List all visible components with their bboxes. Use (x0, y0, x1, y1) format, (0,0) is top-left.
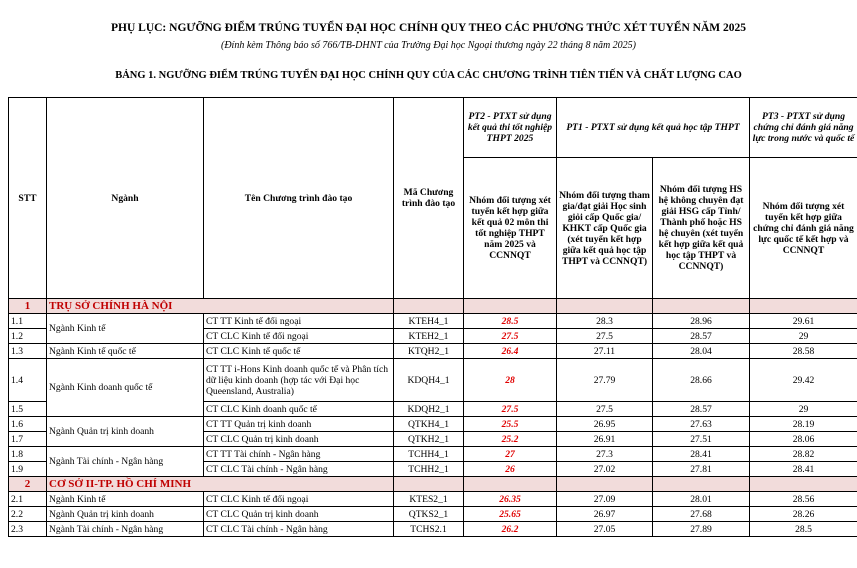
cell-pt3: 29 (750, 329, 857, 344)
cell-pt1b: 27.81 (653, 462, 750, 477)
section-row (9, 299, 857, 314)
header-stt: STT (9, 98, 47, 299)
cell-pt2: 25.2 (464, 432, 557, 447)
cell-pt3: 28.26 (750, 507, 857, 522)
cell-pt1b: 28.01 (653, 492, 750, 507)
cell-pt1a: 27.02 (557, 462, 653, 477)
cell-pt1a: 27.05 (557, 522, 653, 537)
cell-stt: 1.6 (9, 417, 47, 432)
cell-pt2: 26.4 (464, 344, 557, 359)
table-title: BẢNG 1. NGƯỠNG ĐIỂM TRÚNG TUYỂN ĐẠI HỌC CHÍNH QUY CỦA CÁC CHƯƠNG TRÌNH TIÊN TIẾN VÀ CHẤT LƯỢNG CAO (115, 70, 742, 81)
admission-score-table (8, 97, 857, 537)
cell-pt2: 27.5 (464, 329, 557, 344)
section-row (9, 477, 857, 492)
section-number: 2 (9, 477, 47, 492)
table-row (9, 447, 857, 462)
cell-pt2: 27 (464, 447, 557, 462)
cell-pt1b: 28.57 (653, 402, 750, 417)
section-name: CƠ SỞ II-TP. HỒ CHÍ MINH (47, 477, 394, 492)
cell-pt1b: 27.89 (653, 522, 750, 537)
document-title: PHỤ LỤC: NGƯỠNG ĐIỂM TRÚNG TUYỂN ĐẠI HỌC CHÍNH QUY THEO CÁC PHƯƠNG THỨC XÉT TUYỂN NĂM 2025 (111, 22, 746, 34)
header-pt1: PT1 - PTXT sử dụng kết quả học tập THPT (557, 98, 750, 158)
cell-code: KDQH4_1 (394, 359, 464, 402)
cell-major: Ngành Kinh tế quốc tế (47, 344, 204, 359)
subheader-pt2: Nhóm đối tượng xét tuyển kết hợp giữa kết quả 02 môn thi tốt nghiệp THPT năm 2025 và CCNNQT (464, 158, 557, 299)
header-pt2: PT2 - PTXT sử dụng kết quả thi tốt nghiệp THPT 2025 (464, 98, 557, 158)
cell-pt2: 25.5 (464, 417, 557, 432)
cell-code: KTQH2_1 (394, 344, 464, 359)
cell-pt2: 28.5 (464, 314, 557, 329)
cell-code: KTEH4_1 (394, 314, 464, 329)
cell-program: CT CLC Kinh tế đối ngoại (204, 492, 394, 507)
cell-pt3: 28.06 (750, 432, 857, 447)
section-number: 1 (9, 299, 47, 314)
cell-pt3: 28.82 (750, 447, 857, 462)
table-row (9, 314, 857, 329)
cell-pt2: 25.65 (464, 507, 557, 522)
cell-program: CT CLC Kinh doanh quốc tế (204, 402, 394, 417)
cell-program: CT CLC Kinh tế đối ngoại (204, 329, 394, 344)
cell-pt1b: 28.04 (653, 344, 750, 359)
header-nganh: Ngành (47, 98, 204, 299)
cell-pt1a: 26.95 (557, 417, 653, 432)
table-row (9, 522, 857, 537)
cell-pt1a: 27.5 (557, 329, 653, 344)
cell-major: Ngành Quản trị kinh doanh (47, 417, 204, 447)
cell-code: TCHH2_1 (394, 462, 464, 477)
cell-code: KTES2_1 (394, 492, 464, 507)
cell-pt3: 28.58 (750, 344, 857, 359)
subheader-pt1a: Nhóm đối tượng tham gia/đạt giải Học sinh giỏi cấp Quốc gia/ KHKT cấp Quốc gia (xét tuyển kết hợp giữa kết quả học tập THPT và CCNNQT) (557, 158, 653, 299)
cell-code: KTEH2_1 (394, 329, 464, 344)
cell-stt: 1.2 (9, 329, 47, 344)
cell-stt: 1.7 (9, 432, 47, 447)
cell-code: QTKS2_1 (394, 507, 464, 522)
cell-pt3: 28.5 (750, 522, 857, 537)
cell-program: CT TT Quản trị kinh doanh (204, 417, 394, 432)
cell-pt1b: 28.66 (653, 359, 750, 402)
cell-code: QTKH2_1 (394, 432, 464, 447)
cell-pt2: 26.35 (464, 492, 557, 507)
cell-program: CT CLC Tài chính - Ngân hàng (204, 462, 394, 477)
cell-pt1a: 27.09 (557, 492, 653, 507)
cell-code: TCHH4_1 (394, 447, 464, 462)
cell-pt1b: 27.63 (653, 417, 750, 432)
cell-pt1a: 26.91 (557, 432, 653, 447)
cell-program: CT TT Tài chính - Ngân hàng (204, 447, 394, 462)
cell-stt: 2.3 (9, 522, 47, 537)
table-row (9, 417, 857, 432)
cell-code: TCHS2.1 (394, 522, 464, 537)
cell-pt2: 26.2 (464, 522, 557, 537)
cell-program: CT TT i-Hons Kinh doanh quốc tế và Phân tích dữ liệu kinh doanh (hợp tác với Đại học Queensland, Australia) (204, 359, 394, 402)
cell-major: Ngành Quản trị kinh doanh (47, 507, 204, 522)
cell-stt: 1.8 (9, 447, 47, 462)
cell-pt3: 28.19 (750, 417, 857, 432)
cell-program: CT CLC Quản trị kinh doanh (204, 507, 394, 522)
cell-pt1a: 27.11 (557, 344, 653, 359)
cell-pt1a: 27.5 (557, 402, 653, 417)
cell-pt1b: 27.51 (653, 432, 750, 447)
cell-pt1a: 27.3 (557, 447, 653, 462)
cell-stt: 1.5 (9, 402, 47, 417)
cell-pt3: 29.42 (750, 359, 857, 402)
header-pt3: PT3 - PTXT sử dụng chứng chỉ đánh giá năng lực trong nước và quốc tế (750, 98, 857, 158)
cell-code: KDQH2_1 (394, 402, 464, 417)
cell-pt1b: 28.57 (653, 329, 750, 344)
cell-major: Ngành Tài chính - Ngân hàng (47, 522, 204, 537)
cell-pt2: 28 (464, 359, 557, 402)
cell-stt: 2.1 (9, 492, 47, 507)
cell-major: Ngành Kinh tế (47, 314, 204, 344)
cell-stt: 1.3 (9, 344, 47, 359)
cell-program: CT CLC Tài chính - Ngân hàng (204, 522, 394, 537)
cell-program: CT CLC Quản trị kinh doanh (204, 432, 394, 447)
cell-pt2: 26 (464, 462, 557, 477)
document-subtitle: (Đính kèm Thông báo số 766/TB-DHNT của Trường Đại học Ngoại thương ngày 22 tháng 8 năm 2025) (220, 40, 636, 51)
cell-major: Ngành Tài chính - Ngân hàng (47, 447, 204, 477)
table-row (9, 359, 857, 402)
cell-stt: 1.9 (9, 462, 47, 477)
cell-pt3: 29 (750, 402, 857, 417)
header-program: Tên Chương trình đào tạo (204, 98, 394, 299)
section-name: TRỤ SỞ CHÍNH HÀ NỘI (47, 299, 394, 314)
cell-code: QTKH4_1 (394, 417, 464, 432)
table-row (9, 492, 857, 507)
header-code: Mã Chương trình đào tạo (394, 98, 464, 299)
cell-pt3: 29.61 (750, 314, 857, 329)
cell-stt: 1.4 (9, 359, 47, 402)
cell-major: Ngành Kinh tế (47, 492, 204, 507)
table-row (9, 507, 857, 522)
cell-pt1b: 27.68 (653, 507, 750, 522)
cell-stt: 2.2 (9, 507, 47, 522)
subheader-pt1b: Nhóm đối tượng HS hệ không chuyên đạt giải HSG cấp Tỉnh/ Thành phố hoặc HS hệ chuyên (xét tuyển kết hợp giữa kết quả học tập THPT và CCNNQT) (653, 158, 750, 299)
cell-pt1b: 28.41 (653, 447, 750, 462)
cell-stt: 1.1 (9, 314, 47, 329)
cell-pt1b: 28.96 (653, 314, 750, 329)
subheader-pt3: Nhóm đối tượng xét tuyển kết hợp giữa chứng chỉ đánh giá năng lực quốc tế kết hợp và CCNNQT (750, 158, 857, 299)
cell-pt3: 28.56 (750, 492, 857, 507)
cell-pt1a: 28.3 (557, 314, 653, 329)
cell-program: CT TT Kinh tế đối ngoại (204, 314, 394, 329)
cell-program: CT CLC Kinh tế quốc tế (204, 344, 394, 359)
cell-major: Ngành Kinh doanh quốc tế (47, 359, 204, 417)
cell-pt1a: 27.79 (557, 359, 653, 402)
cell-pt2: 27.5 (464, 402, 557, 417)
cell-pt1a: 26.97 (557, 507, 653, 522)
table-row (9, 344, 857, 359)
cell-pt3: 28.41 (750, 462, 857, 477)
